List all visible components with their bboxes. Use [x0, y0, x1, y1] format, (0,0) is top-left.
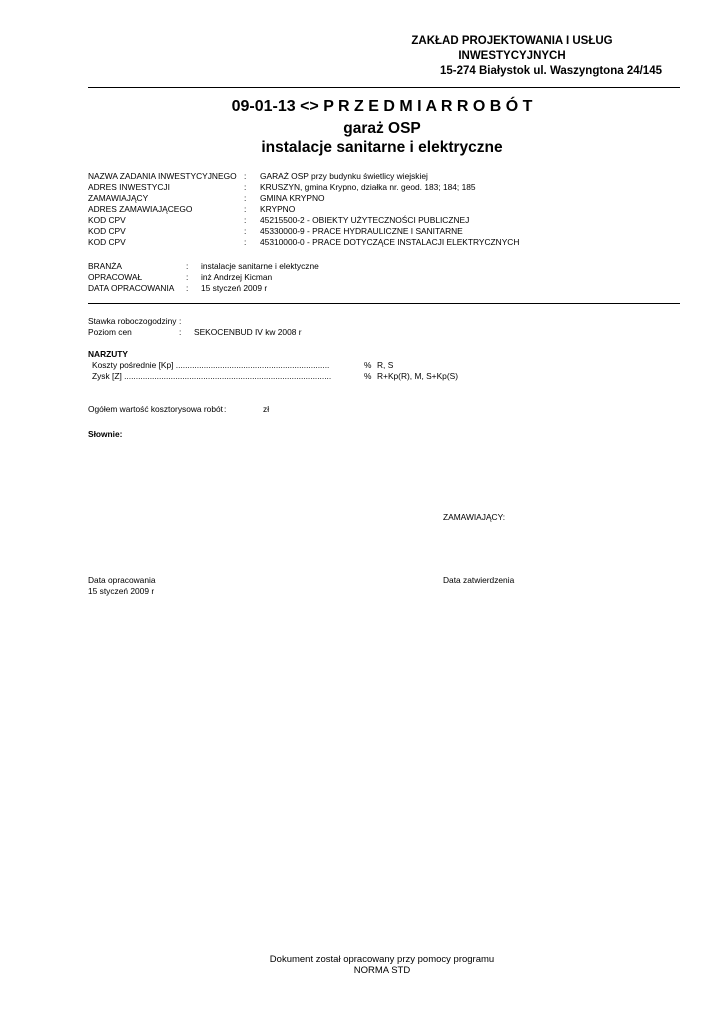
detail-value: GMINA KRYPNO: [260, 193, 325, 203]
markups-heading-text: NARZUTY: [88, 349, 129, 359]
branch-label: DATA OPRACOWANIA: [88, 283, 175, 293]
branch-colon: :: [186, 283, 189, 293]
detail-label: KOD CPV: [88, 237, 126, 247]
markup-percent: %: [364, 360, 372, 370]
detail-colon: :: [244, 182, 247, 192]
document-title: 09-01-13 <> P R Z E D M I A R R O B Ó T: [231, 98, 533, 115]
markup-value: R+Kp(R), M, S+Kp(S): [377, 371, 458, 381]
branch-value: inż Andrzej Kicman: [201, 272, 273, 282]
approval-date-label: Data zatwierdzenia: [443, 575, 515, 585]
rate-colon: :: [179, 316, 182, 326]
detail-colon: :: [244, 215, 247, 225]
detail-label: ADRES INWESTYCJI: [88, 182, 170, 192]
detail-value: KRUSZYN, gmina Krypno, działka nr. geod. 183; 184; 185: [260, 182, 476, 192]
footer: [0, 954, 724, 976]
detail-colon: :: [244, 226, 247, 236]
branch-colon: :: [186, 272, 189, 282]
detail-colon: :: [244, 171, 247, 181]
detail-label: ADRES ZAMAWIAJĄCEGO: [88, 204, 193, 214]
header-divider: [88, 87, 680, 88]
detail-value: KRYPNO: [260, 204, 296, 214]
branch-colon: :: [186, 261, 189, 271]
detail-label: ZAMAWIAJĄCY: [88, 193, 149, 203]
branch-value: instalacje sanitarne i elektyczne: [201, 261, 319, 271]
company-name-line1: ZAKŁAD PROJEKTOWANIA I USŁUG: [411, 35, 613, 47]
branch-value: 15 styczeń 2009 r: [201, 283, 268, 293]
detail-colon: :: [244, 204, 247, 214]
detail-colon: :: [244, 193, 247, 203]
markup-label: Zysk [Z] .........................................................................................: [92, 371, 332, 381]
document-subtitle-object: garaż OSP: [343, 120, 421, 137]
detail-value: 45330000-9 - PRACE HYDRAULICZNE I SANITARNE: [260, 226, 463, 236]
rate-value: SEKOCENBUD IV kw 2008 r: [194, 327, 302, 337]
detail-value: GARAŻ OSP przy budynku świetlicy wiejskiej: [260, 171, 428, 181]
document-subtitle-scope: instalacje sanitarne i elektryczne: [261, 139, 503, 156]
branch-label: OPRACOWAŁ: [88, 272, 143, 282]
total-currency: zł: [263, 404, 270, 414]
detail-label: NAZWA ZADANIA INWESTYCYJNEGO: [88, 171, 237, 181]
markup-percent: %: [364, 371, 372, 381]
markup-label: Koszty pośrednie [Kp] ..................................................................: [92, 360, 330, 370]
detail-label: KOD CPV: [88, 226, 126, 236]
markup-value: R, S: [377, 360, 394, 370]
client-signature-label: ZAMAWIAJĄCY:: [443, 512, 506, 522]
detail-value: 45310000-0 - PRACE DOTYCZĄCE INSTALACJI ELEKTRYCZNYCH: [260, 237, 520, 247]
details-divider: [88, 303, 680, 304]
detail-label: KOD CPV: [88, 215, 126, 225]
company-address: 15-274 Białystok ul. Waszyngtona 24/145: [440, 65, 662, 77]
total-colon: :: [224, 404, 227, 414]
rate-colon: :: [179, 327, 182, 337]
total-label: Ogółem wartość kosztorysowa robót: [88, 404, 223, 414]
footer-line1: Dokument został opracowany przy pomocy programu: [269, 954, 495, 965]
prepared-date-label-text: Data opracowania: [88, 575, 156, 585]
rate-label: Stawka roboczogodziny: [88, 316, 177, 326]
prepared-date-value-text: 15 styczeń 2009 r: [88, 586, 155, 596]
rate-label: Poziom cen: [88, 327, 132, 337]
company-header: [362, 34, 662, 79]
words-label: Słownie:: [88, 429, 123, 439]
footer-line2: NORMA STD: [353, 965, 411, 976]
detail-colon: :: [244, 237, 247, 247]
branch-label: BRANŻA: [88, 261, 122, 271]
company-name-line2: INWESTYCYJNYCH: [458, 50, 566, 62]
detail-value: 45215500-2 - OBIEKTY UŻYTECZNOŚCI PUBLICZNEJ: [260, 215, 470, 225]
